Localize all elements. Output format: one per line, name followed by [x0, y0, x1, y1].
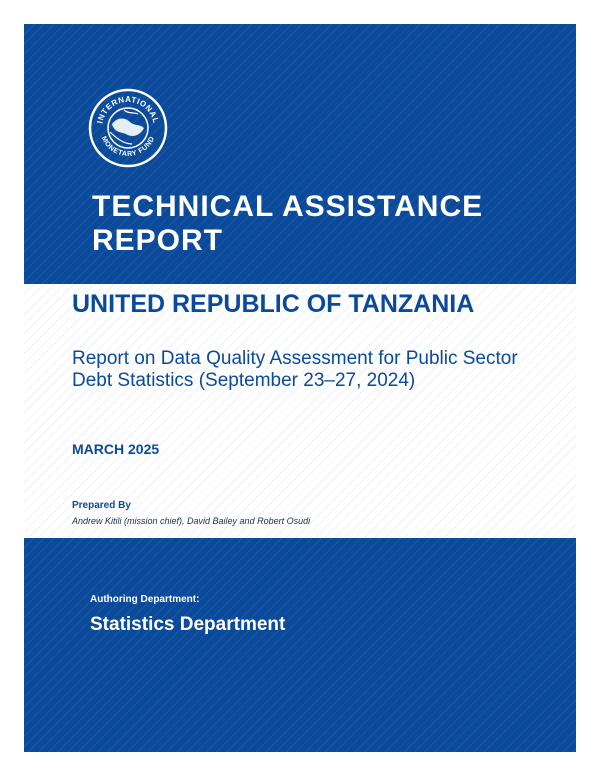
report-type-title: TECHNICAL ASSISTANCE REPORT — [92, 190, 484, 257]
authoring-department-label: Authoring Department: — [90, 594, 200, 605]
prepared-by-label: Prepared By — [72, 500, 131, 511]
imf-seal-logo — [88, 88, 168, 168]
seal-arc-bottom-text: MONETARY FUND — [99, 135, 157, 159]
bottom-blue-band — [24, 538, 576, 752]
authoring-department-name: Statistics Department — [90, 614, 286, 635]
authors-list: Andrew Kitili (mission chief), David Bailey and Robert Osudi — [72, 516, 311, 526]
report-cover — [24, 24, 576, 752]
svg-text:INTERNATIONAL — [95, 95, 160, 124]
publication-date: MARCH 2025 — [72, 441, 160, 457]
seal-arc-top-text: INTERNATIONAL — [95, 95, 161, 125]
country-title: UNITED REPUBLIC OF TANZANIA — [72, 290, 475, 318]
svg-text:MONETARY FUND — [100, 135, 157, 158]
report-subtitle: Report on Data Quality Assessment for Public Sector Debt Statistics (September 23–27, 2024) — [72, 348, 518, 391]
